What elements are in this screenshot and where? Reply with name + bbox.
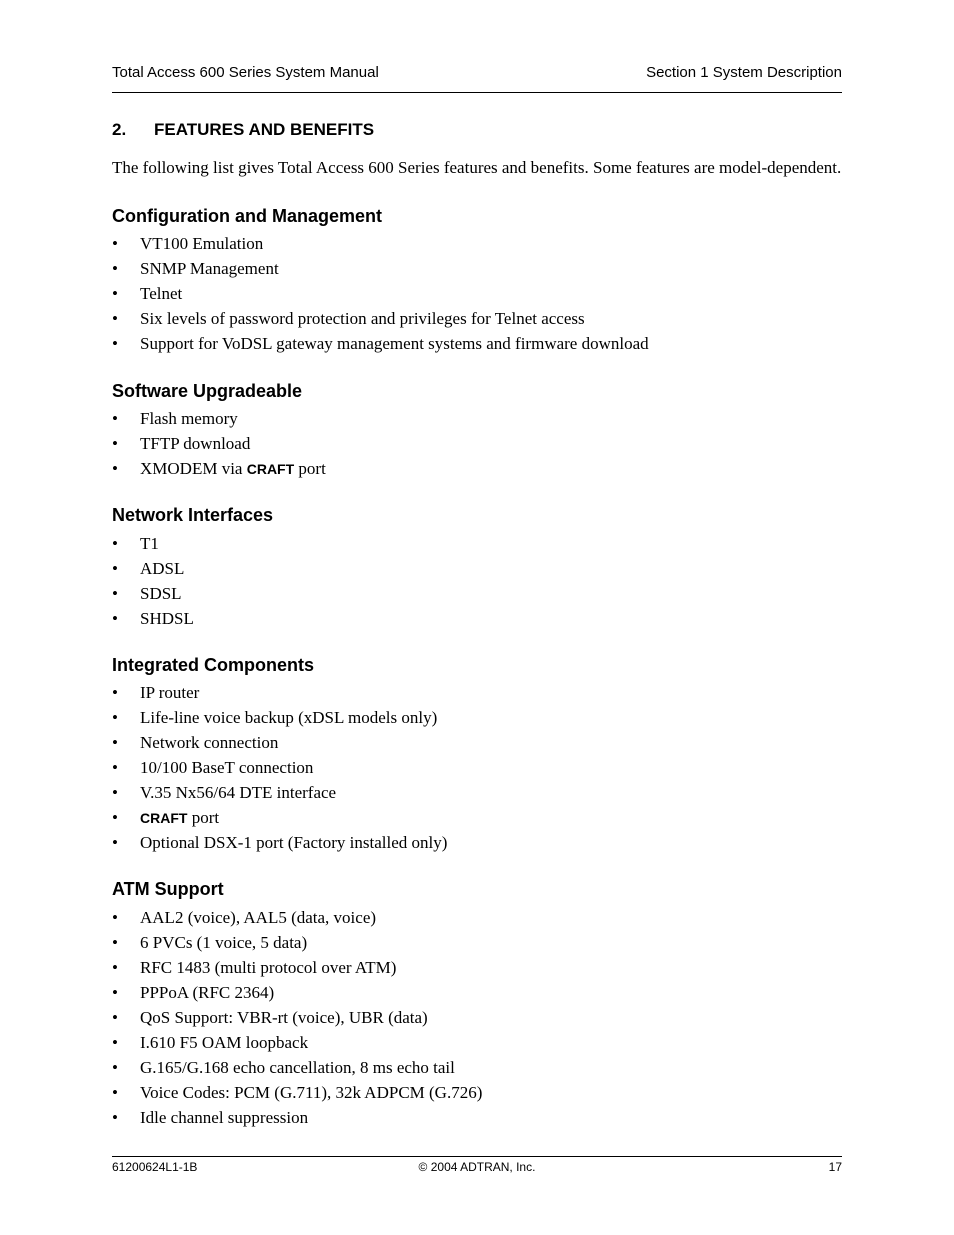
list-item-text: AAL2 (voice), AAL5 (data, voice) [140, 908, 377, 927]
running-header [112, 64, 842, 86]
list-item-text: V.35 Nx56/64 DTE interface [140, 783, 337, 802]
list-item-text: ADSL [140, 559, 185, 578]
intro-paragraph: The following list gives Total Access 600 Series features and benefits. Some features are model-dependent. [112, 158, 842, 177]
bullet-icon: • [112, 708, 118, 727]
bullet-icon: • [112, 309, 118, 328]
bullet-icon: • [112, 983, 118, 1002]
section-heading [112, 120, 374, 140]
section-number: 2. [112, 120, 127, 139]
list-item-text: Life-line voice backup (xDSL models only) [140, 708, 438, 727]
header-divider [112, 92, 842, 93]
list-item-text: Support for VoDSL gateway management systems and firmware download [140, 334, 649, 353]
bullet-icon: • [112, 733, 118, 752]
bullet-icon: • [112, 758, 118, 777]
group-title: Software Upgradeable [112, 381, 303, 401]
bullet-icon: • [112, 933, 118, 952]
bullet-icon: • [112, 259, 118, 278]
list-item-text: Telnet [140, 284, 183, 303]
bullet-icon: • [112, 1008, 118, 1027]
group-title: Configuration and Management [112, 206, 382, 226]
bullet-icon: • [112, 808, 118, 827]
list-item-text [140, 456, 326, 482]
bullet-icon: • [112, 1058, 118, 1077]
list-item-text: 6 PVCs (1 voice, 5 data) [140, 933, 308, 952]
bullet-icon: • [112, 958, 118, 977]
list-item-text: PPPoA (RFC 2364) [140, 983, 275, 1002]
bullet-icon: • [112, 1033, 118, 1052]
bullet-icon: • [112, 334, 118, 353]
list-item-text: RFC 1483 (multi protocol over ATM) [140, 958, 397, 977]
list-item-text: SNMP Management [140, 259, 279, 278]
item-text-after: port [294, 459, 326, 478]
item-text-after: port [187, 808, 220, 827]
list-item-text: SDSL [140, 584, 182, 603]
bullet-icon: • [112, 584, 118, 603]
list-item-text: IP router [140, 683, 200, 702]
bullet-icon: • [112, 284, 118, 303]
group-title: Integrated Components [112, 655, 315, 675]
manual-title: Total Access 600 Series System Manual [112, 64, 379, 81]
bullet-icon: • [112, 559, 118, 578]
bullet-icon: • [112, 609, 118, 628]
craft-keyword: CRAFT [140, 810, 188, 826]
group-title: Network Interfaces [112, 505, 274, 525]
list-item-text: Voice Codes: PCM (G.711), 32k ADPCM (G.726) [140, 1083, 483, 1102]
list-item-text: I.610 F5 OAM loopback [140, 1033, 309, 1052]
list-item-text: VT100 Emulation [140, 234, 264, 253]
page-footer [112, 1160, 842, 1178]
bullet-icon: • [112, 783, 118, 802]
bullet-icon: • [112, 1108, 118, 1127]
list-item-text: Optional DSX-1 port (Factory installed only) [140, 833, 448, 852]
list-item-text: SHDSL [140, 609, 194, 628]
list-item-text: Network connection [140, 733, 279, 752]
list-item-text: Idle channel suppression [140, 1108, 309, 1127]
bullet-icon: • [112, 908, 118, 927]
section-label: Section 1 System Description [646, 64, 842, 81]
bullet-icon: • [112, 534, 118, 553]
footer-divider [112, 1156, 842, 1157]
craft-keyword: CRAFT [246, 461, 295, 477]
bullet-icon: • [112, 1083, 118, 1102]
copyright: © 2004 ADTRAN, Inc. [418, 1160, 536, 1174]
bullet-icon: • [112, 833, 118, 852]
list-item-text: G.165/G.168 echo cancellation, 8 ms echo tail [140, 1058, 455, 1077]
bullet-icon: • [112, 234, 118, 253]
item-text-before: XMODEM via [140, 459, 247, 478]
list-item-text: TFTP download [140, 434, 251, 453]
section-title: FEATURES AND BENEFITS [154, 120, 375, 139]
bullet-icon: • [112, 434, 118, 453]
list-item-text: Flash memory [140, 409, 238, 428]
group-title: ATM Support [112, 879, 224, 899]
doc-number: 61200624L1-1B [112, 1160, 198, 1174]
bullet-icon: • [112, 409, 118, 428]
page-number: 17 [828, 1160, 842, 1174]
list-item-text: 10/100 BaseT connection [140, 758, 314, 777]
bullet-icon: • [112, 683, 118, 702]
list-item-text: Six levels of password protection and privileges for Telnet access [140, 309, 585, 328]
list-item-text: QoS Support: VBR-rt (voice), UBR (data) [140, 1008, 428, 1027]
list-item-text [140, 805, 219, 831]
bullet-icon: • [112, 459, 118, 478]
list-item-text: T1 [140, 534, 159, 553]
